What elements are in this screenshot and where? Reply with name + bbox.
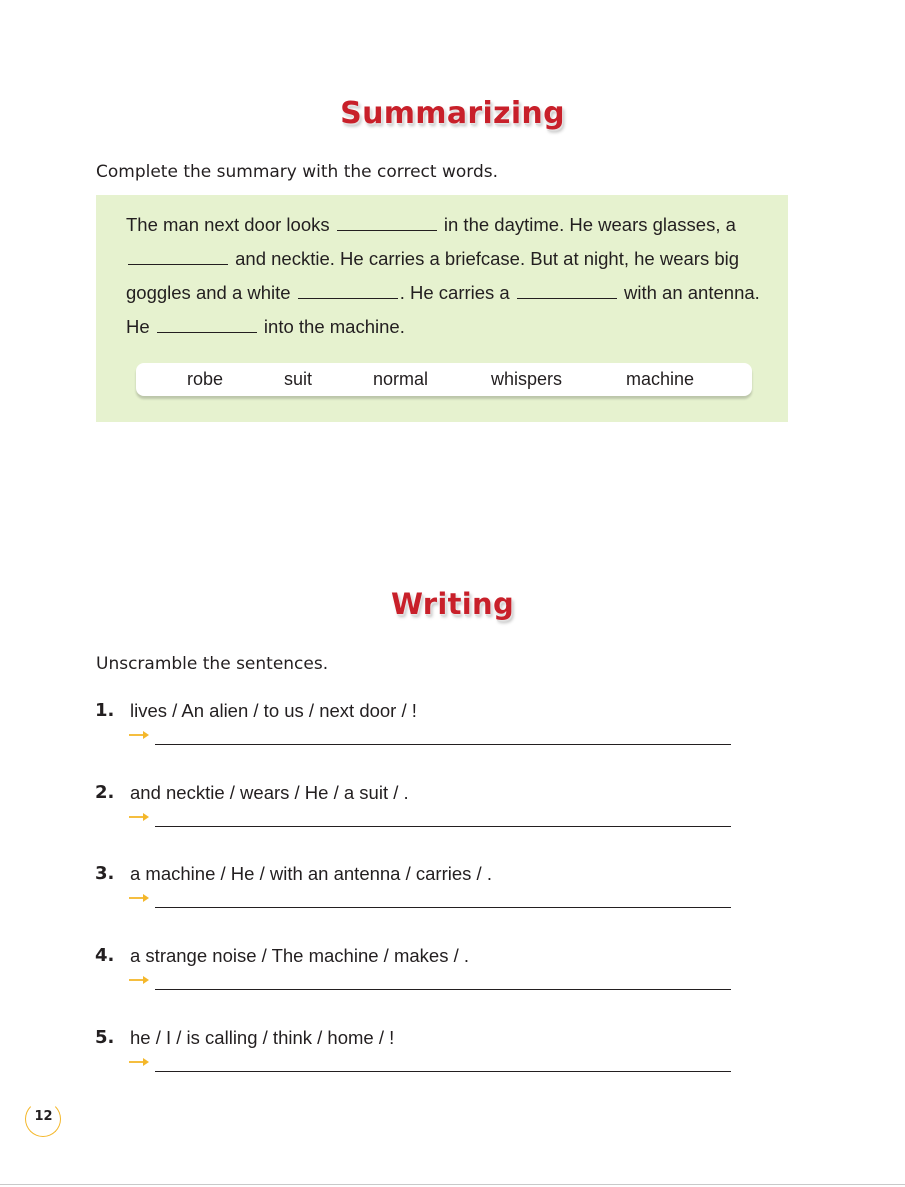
writing-item-3 [95,863,795,933]
item-prompt: lives / An alien / to us / next door / ! [130,700,417,721]
answer-line[interactable] [155,744,731,745]
word-bank-suit: suit [284,369,313,389]
summarizing-title: Summarizing [340,96,565,131]
summary-blank[interactable] [517,280,617,299]
right-arrow-icon [128,1055,150,1069]
item-number: 3. [95,863,115,884]
answer-line[interactable] [155,907,731,908]
summary-segment: with an antenna. He [126,282,760,337]
item-number: 5. [95,1027,115,1048]
answer-line[interactable] [155,826,731,827]
summary-segment: . He carries a [399,282,515,303]
word-bank-robe: robe [187,369,224,389]
summary-box [96,195,788,422]
word-bank [136,363,752,396]
page-number-badge [25,1105,62,1139]
item-number: 2. [95,782,115,803]
writing-item-2 [95,782,795,852]
writing-item-5 [95,1027,795,1097]
summary-blank[interactable] [337,212,437,231]
item-number: 1. [95,700,115,721]
summary-text [126,208,776,344]
bottom-divider [0,1184,905,1185]
item-prompt: a strange noise / The machine / makes / . [130,945,469,966]
item-prompt: a machine / He / with an antenna / carries / . [130,863,492,884]
answer-line[interactable] [155,1071,731,1072]
writing-item-4 [95,945,795,1015]
summary-segment: and necktie. He carries a briefcase. But at night, he wears big goggles and a white [126,248,740,303]
summary-segment: The man next door looks [126,214,335,235]
right-arrow-icon [128,810,150,824]
right-arrow-icon [128,728,150,742]
right-arrow-icon [128,973,150,987]
summary-segment: in the daytime. He wears glasses, a [438,214,736,235]
summary-blank[interactable] [157,314,257,333]
item-prompt: and necktie / wears / He / a suit / . [130,782,409,803]
summary-segment: into the machine. [258,316,405,337]
writing-instruction: Unscramble the sentences. [96,654,329,674]
summarizing-instruction: Complete the summary with the correct words. [96,162,499,182]
summary-blank[interactable] [298,280,398,299]
writing-title: Writing [390,587,515,621]
word-bank-normal: normal [373,369,429,389]
writing-item-1 [95,700,795,770]
right-arrow-icon [128,891,150,905]
page-number: 12 [34,1109,53,1124]
summary-blank[interactable] [128,246,228,265]
answer-line[interactable] [155,989,731,990]
item-prompt: he / I / is calling / think / home / ! [130,1027,395,1048]
word-bank-machine: machine [626,369,695,389]
word-bank-whispers: whispers [491,369,563,389]
item-number: 4. [95,945,115,966]
